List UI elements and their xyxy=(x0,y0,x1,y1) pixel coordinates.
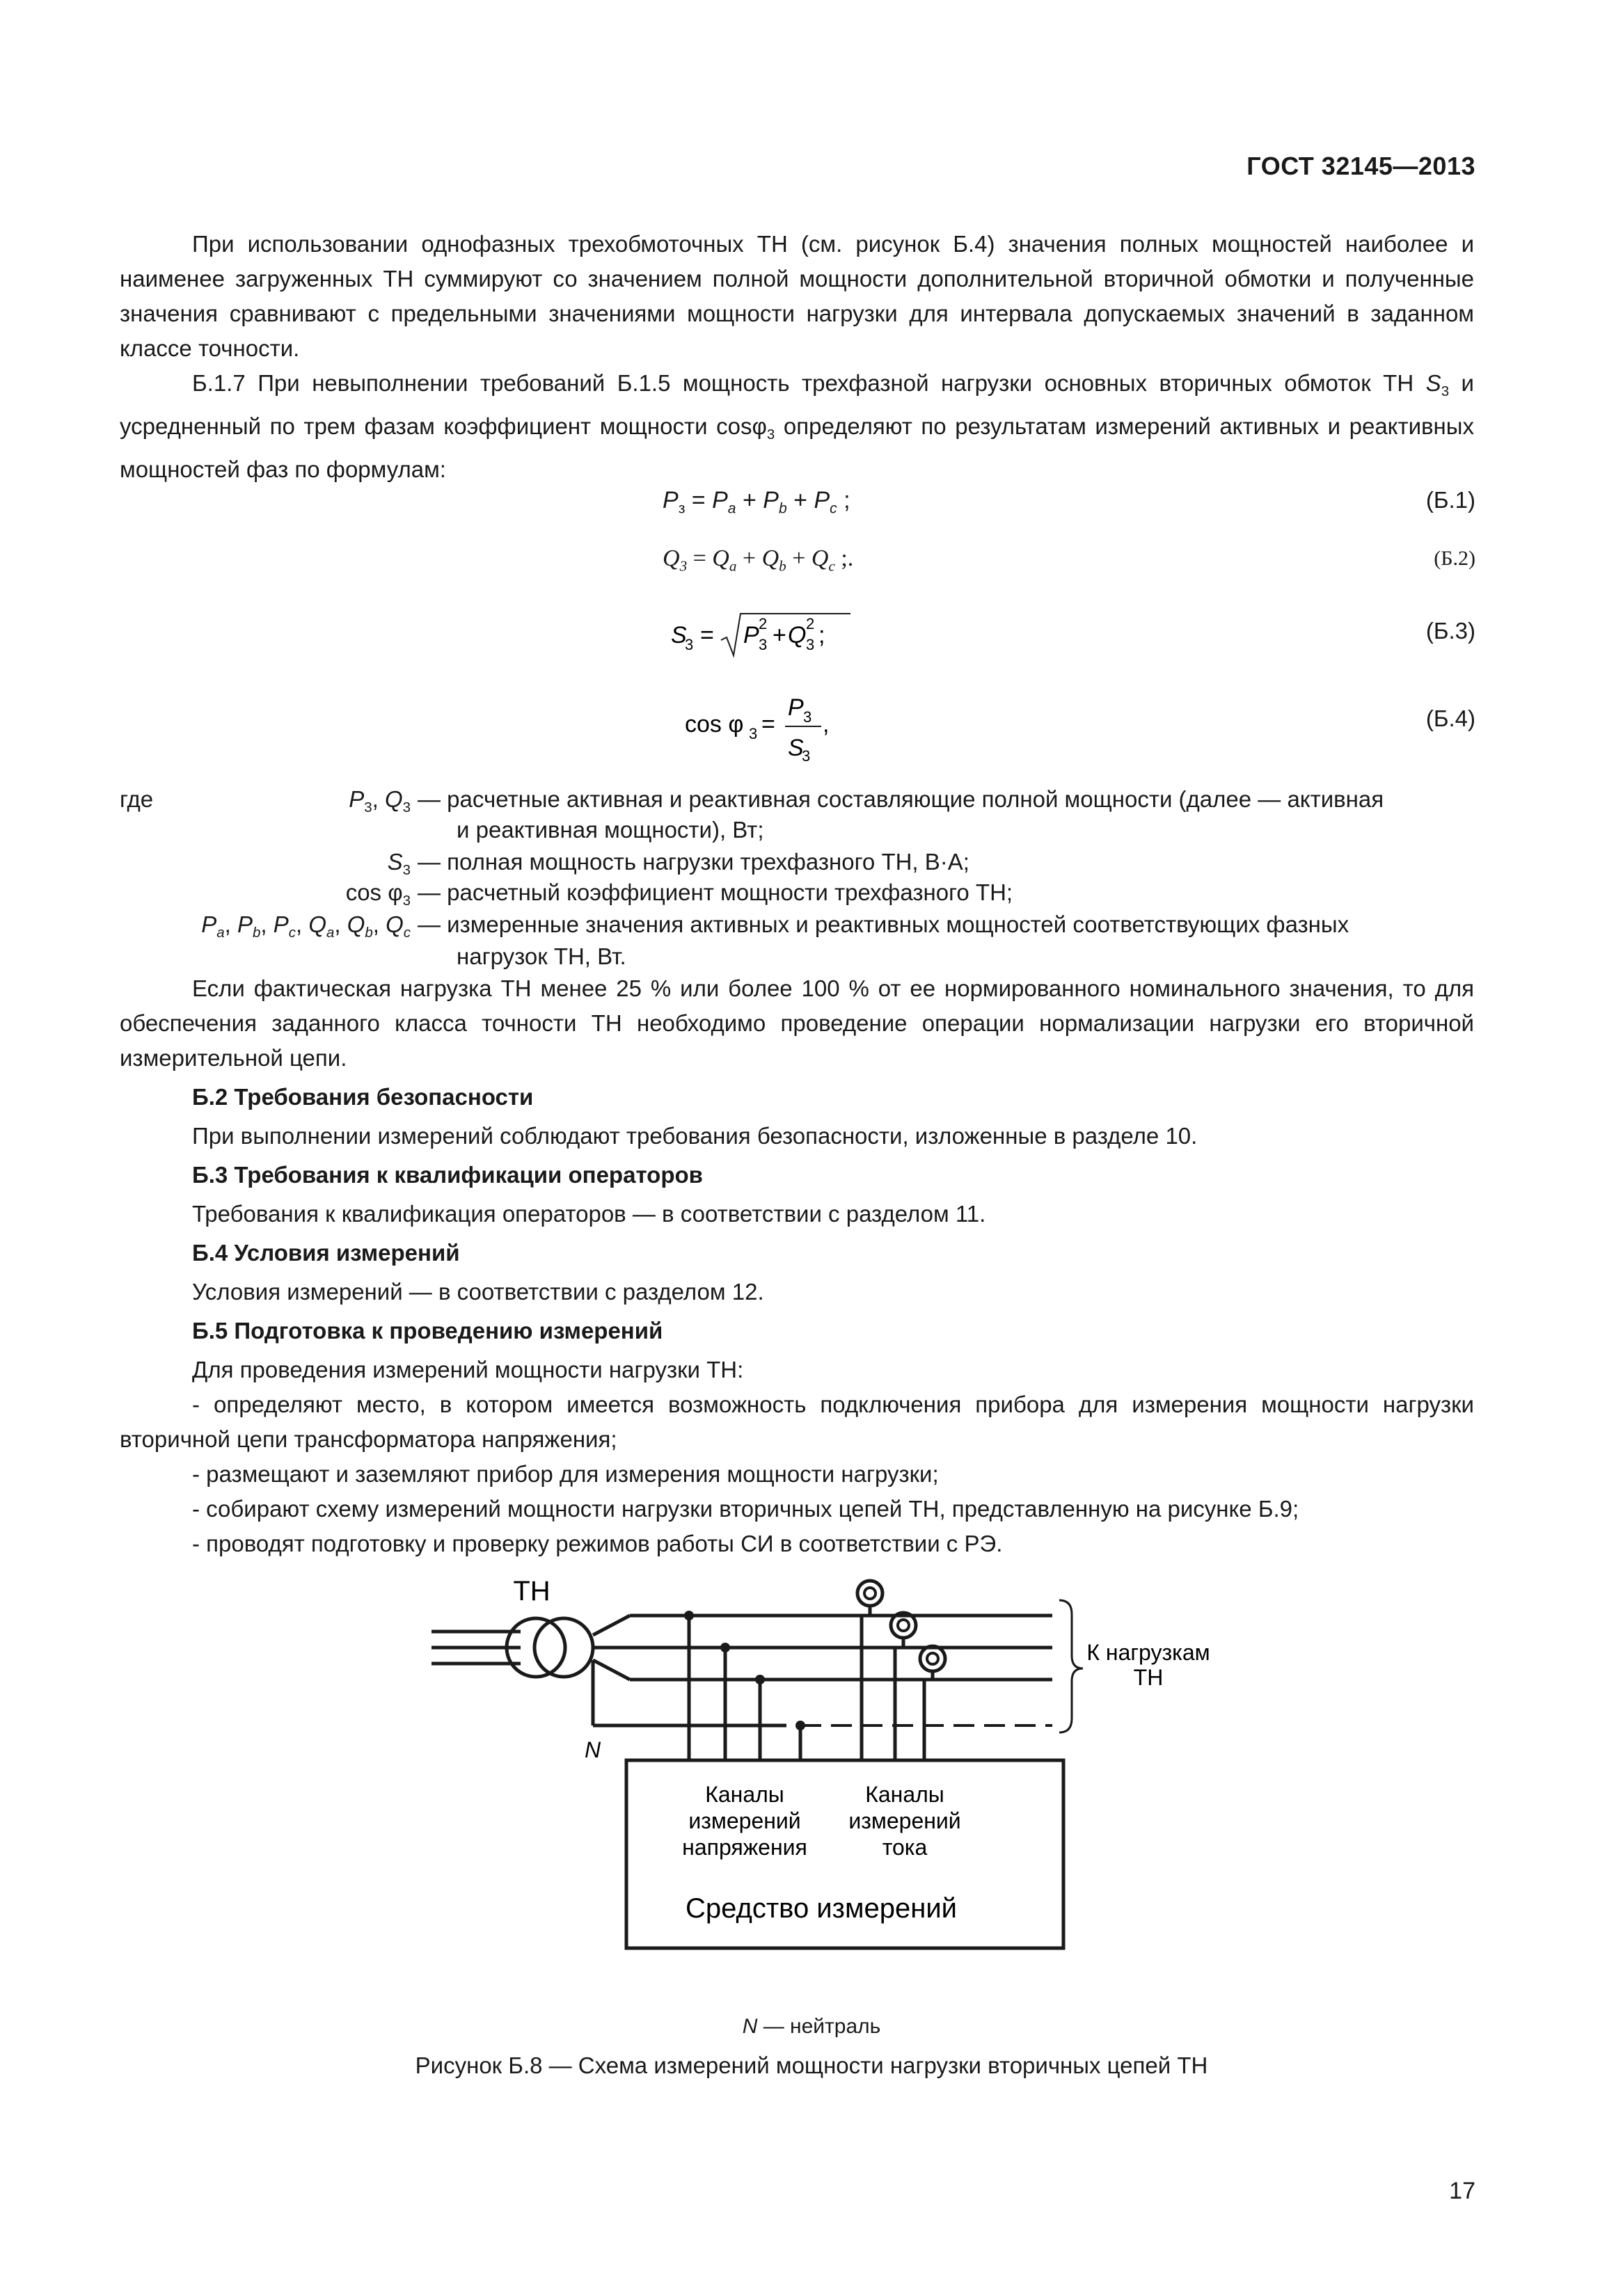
list-item-2: - размещают и заземляют прибор для измерения мощности нагрузки; xyxy=(192,1461,939,1487)
neutral-label: N xyxy=(585,1737,601,1762)
formula-b3 xyxy=(671,609,852,660)
svg-text:3: 3 xyxy=(759,636,768,653)
heading-b5: Б.5 Подготовка к проведению измерений xyxy=(192,1318,663,1344)
loads-brace xyxy=(1059,1600,1083,1732)
paragraph-1: При использовании однофазных трехобмоточных ТН (см. рисунок Б.4) значения полных мощностей наиболее и наименее загруженных ТН суммируют со значением полной мощности дополнительной вторичной обмотки и полученные значения сравнивают с предельными значениями мощности нагрузки для интервала допускаемых значений в заданном классе точности. xyxy=(120,231,1474,361)
paragraph-preparation: Для проведения измерений мощности нагрузки ТН: xyxy=(192,1357,744,1382)
figure-note xyxy=(0,2015,1623,2039)
list-item-1: - определяют место, в котором имеется возможность подключения прибора для измерения мощности нагрузки вторичной цепи трансформатора напряжения; xyxy=(120,1392,1474,1452)
circuit-diagram xyxy=(0,1558,1623,1990)
svg-text:3: 3 xyxy=(749,725,758,742)
svg-text:;: ; xyxy=(818,622,825,648)
svg-text:3: 3 xyxy=(806,636,815,653)
list-item-3: - собирают схему измерений мощности нагрузки вторичных цепей ТН, представленную на рисунке Б.9; xyxy=(192,1496,1299,1522)
svg-text:P: P xyxy=(743,622,759,648)
list-item-4: - проводят подготовку и проверку режимов работы СИ в соответствии с РЭ. xyxy=(192,1531,1003,1556)
formula-b2-number: (Б.2) xyxy=(1434,547,1475,570)
svg-text:2: 2 xyxy=(759,615,768,632)
current-sensor-c xyxy=(920,1646,945,1671)
figure-caption: Рисунок Б.8 — Схема измерений мощности нагрузки вторичных цепей ТН xyxy=(415,2052,1208,2078)
loads-label-line-1: К нагрузкам xyxy=(1086,1640,1210,1665)
svg-text:2: 2 xyxy=(806,615,815,632)
legend-desc-s: — полная мощность нагрузки трехфазного ТН, В·А; xyxy=(418,849,969,875)
transformer-label: ТН xyxy=(513,1576,551,1607)
symbol-s: S xyxy=(1425,370,1441,396)
page-number: 17 xyxy=(1449,2178,1475,2204)
paragraph-b17-part-a: Б.1.7 При невыполнении требований Б.1.5 мощность трехфазной нагрузки основных вторичных обмоток ТН xyxy=(192,370,1426,396)
formula-b1-number: (Б.1) xyxy=(1425,487,1475,513)
legend-symbol-pq: $P_3$, $Q_3$ xyxy=(349,786,411,816)
svg-text:3: 3 xyxy=(803,708,812,726)
legend-where: где xyxy=(120,786,154,812)
paragraph-b17 xyxy=(120,366,1474,487)
current-channels-line-2: измерений xyxy=(848,1808,961,1833)
formula-b4-number: (Б.4) xyxy=(1425,705,1475,731)
document-standard-number: ГОСТ 32145—2013 xyxy=(1246,152,1475,180)
figure-note-symbol: N xyxy=(742,2015,758,2038)
measuring-device-label: Средство измерений xyxy=(685,1893,958,1924)
svg-text:S: S xyxy=(788,735,804,761)
legend-desc-phase: — измеренные значения активных и реактивных мощностей соответствующих фазных xyxy=(418,911,1349,937)
heading-b3: Б.3 Требования к квалификации операторов xyxy=(192,1162,703,1188)
body-text-block xyxy=(120,971,1474,1561)
loads-label-line-2: ТН xyxy=(1133,1665,1164,1690)
formula-b4 xyxy=(685,689,852,765)
legend-symbol-cos: $\cos \varphi_3$ xyxy=(345,879,411,909)
fan-line-3 xyxy=(593,1660,630,1680)
voltage-channels-line-2: измерений xyxy=(688,1808,801,1833)
fan-line-1 xyxy=(593,1616,630,1635)
symbol-s-subscript: 3 xyxy=(1441,383,1450,400)
legend-symbol-s: $S_3$ xyxy=(387,849,411,879)
current-channels-line-1: Каналы xyxy=(865,1782,944,1807)
legend-desc-phase-cont: нагрузок ТН, Вт. xyxy=(457,943,626,969)
legend-symbol-phase: $P_a$, $P_b$, $P_c$, $Q_a$, $Q_b$, $Q_c$ xyxy=(201,911,411,941)
formula-b3-number: (Б.3) xyxy=(1425,618,1475,644)
paragraph-conditions: Условия измерений — в соответствии с разделом 12. xyxy=(192,1279,764,1305)
legend-desc-pq: — расчетные активная и реактивная составляющие полной мощности (далее — активная xyxy=(418,786,1384,812)
svg-text:3: 3 xyxy=(685,636,694,653)
intro-text-block xyxy=(120,227,1474,487)
svg-text:,: , xyxy=(823,711,830,738)
svg-text:+: + xyxy=(773,622,786,648)
paragraph-safety: При выполнении измерений соблюдают требования безопасности, изложенные в разделе 10. xyxy=(192,1123,1198,1149)
paragraph-qualification: Требования к квалификация операторов — в соответствии с разделом 11. xyxy=(192,1201,986,1227)
svg-text:Q: Q xyxy=(788,622,807,648)
svg-text:=: = xyxy=(761,711,775,738)
voltage-channels-line-3: напряжения xyxy=(682,1835,807,1860)
legend-desc-pq-cont: и реактивная мощности), Вт; xyxy=(457,817,764,843)
formula-b1: $P_з = P_a + P_b + P_c$ ; xyxy=(663,487,850,517)
heading-b4: Б.4 Условия измерений xyxy=(192,1240,460,1266)
legend-desc-cos: — расчетный коэффициент мощности трехфазного ТН; xyxy=(418,879,1013,905)
symbol-cos-subscript: 3 xyxy=(766,426,775,443)
formula-b2: $Q_3 = Q_a + Q_b + Q_c$ ;. xyxy=(663,545,854,575)
svg-text:S: S xyxy=(671,622,687,648)
heading-b2: Б.2 Требования безопасности xyxy=(192,1084,534,1110)
paragraph-normalization: Если фактическая нагрузка ТН менее 25 % или более 100 % от ее нормированного номинального значения, то для обеспечения заданного класса точности ТН необходимо проведение операции нормализации нагрузки его вторичной измерительной цепи. xyxy=(120,975,1474,1071)
figure-note-text: — нейтраль xyxy=(763,2015,881,2038)
svg-text:P: P xyxy=(788,694,804,721)
svg-text:cos φ: cos φ xyxy=(685,711,744,738)
svg-text:=: = xyxy=(700,622,714,648)
voltage-channels-line-1: Каналы xyxy=(705,1782,784,1807)
svg-text:3: 3 xyxy=(802,747,811,765)
current-sensor-a xyxy=(857,1581,882,1606)
current-channels-line-3: тока xyxy=(882,1835,928,1860)
paragraph-b17-part-c: определяют по результатам измерений активных и реактивных мощностей фаз по формулам: xyxy=(120,413,1474,483)
paragraph-b17-part-b: и усредненный по трем фазам коэффициент мощности cosφ xyxy=(120,370,1474,440)
